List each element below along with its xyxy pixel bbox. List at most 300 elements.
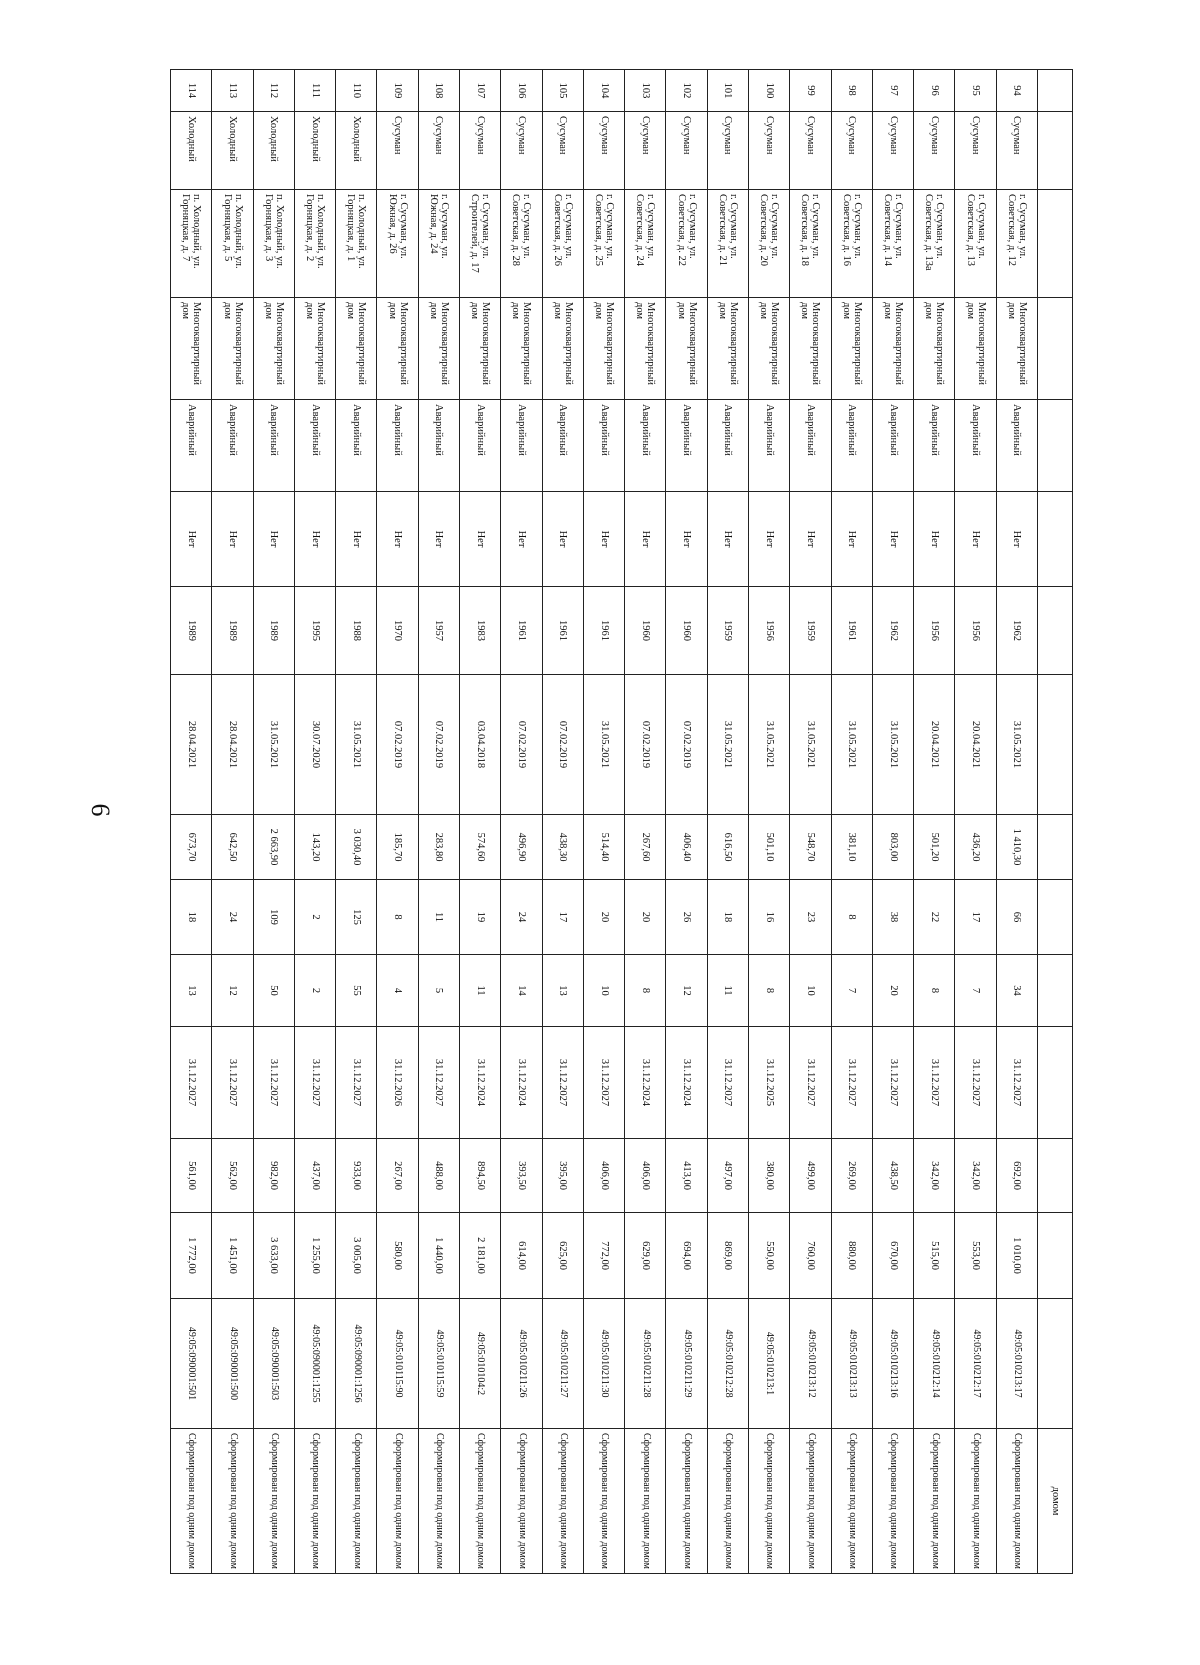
building-type-cell: Многоквартирный дом <box>831 298 872 400</box>
deadline-cell: 31.12.2025 <box>749 1027 790 1139</box>
area2-cell: 413,00 <box>666 1139 707 1213</box>
condition-cell: Аварийный <box>790 400 831 492</box>
header-cell <box>1038 1027 1073 1139</box>
cadastral-number-cell: 49:05:090001:500 <box>212 1299 253 1429</box>
apartments-cell: 8 <box>625 955 666 1027</box>
building-type-cell: Многоквартирный дом <box>336 298 377 400</box>
cadastral-number-cell: 49:05:090001:503 <box>253 1299 294 1429</box>
residents-cell: 24 <box>212 880 253 955</box>
condition-cell: Аварийный <box>460 400 501 492</box>
building-type-cell: Многоквартирный дом <box>790 298 831 400</box>
header-cell <box>1038 298 1073 400</box>
area-cell: 185,70 <box>377 815 418 880</box>
header-cell <box>1038 880 1073 955</box>
apartments-cell: 34 <box>996 955 1037 1027</box>
formation-cell: Сформирован под одним домом <box>418 1429 459 1574</box>
address-cell: г. Сусуман, ул. Советская, д. 13а <box>914 190 955 298</box>
area-cell: 803,00 <box>872 815 913 880</box>
table-row <box>460 70 501 1574</box>
building-type-cell: Многоквартирный дом <box>460 298 501 400</box>
area2-cell: 406,00 <box>625 1139 666 1213</box>
formation-cell: Сформирован под одним домом <box>294 1429 335 1574</box>
area2-cell: 438,50 <box>872 1139 913 1213</box>
year-cell: 1989 <box>171 587 212 675</box>
address-cell: п. Холодный, ул. Горняцкая, д. 1 <box>336 190 377 298</box>
area2-cell: 395,00 <box>542 1139 583 1213</box>
deadline-cell: 31.12.2027 <box>253 1027 294 1139</box>
area-cell: 616,50 <box>707 815 748 880</box>
cadastral-number-cell: 49:05:090001:1255 <box>294 1299 335 1429</box>
condition-cell: Аварийный <box>501 400 542 492</box>
locality-cell: Сусуман <box>749 112 790 190</box>
flag-cell: Нет <box>212 492 253 587</box>
condition-cell: Аварийный <box>253 400 294 492</box>
table-row <box>583 70 624 1574</box>
area-cell: 496,90 <box>501 815 542 880</box>
cadastral-number-cell: 49:05:010213:1 <box>749 1299 790 1429</box>
condition-cell: Аварийный <box>914 400 955 492</box>
table-row <box>955 70 996 1574</box>
cadastral-number-cell: 49:05:010213:13 <box>831 1299 872 1429</box>
date-cell: 30.07.2020 <box>294 675 335 815</box>
cadastral-number-cell: 49:05:010211:29 <box>666 1299 707 1429</box>
locality-cell: Сусуман <box>831 112 872 190</box>
table-row <box>831 70 872 1574</box>
building-type-cell: Многоквартирный дом <box>542 298 583 400</box>
area-cell: 381,10 <box>831 815 872 880</box>
condition-cell: Аварийный <box>749 400 790 492</box>
row-number-cell: 106 <box>501 70 542 112</box>
condition-cell: Аварийный <box>872 400 913 492</box>
land-area-cell: 1 451,00 <box>212 1213 253 1299</box>
deadline-cell: 31.12.2027 <box>542 1027 583 1139</box>
row-number-cell: 111 <box>294 70 335 112</box>
building-type-cell: Многоквартирный дом <box>666 298 707 400</box>
formation-cell: Сформирован под одним домом <box>542 1429 583 1574</box>
apartments-cell: 55 <box>336 955 377 1027</box>
year-cell: 1960 <box>666 587 707 675</box>
land-area-cell: 515,00 <box>914 1213 955 1299</box>
year-cell: 1956 <box>914 587 955 675</box>
address-cell: г. Сусуман, ул. Советская, д. 24 <box>625 190 666 298</box>
flag-cell: Нет <box>831 492 872 587</box>
land-area-cell: 3 005,00 <box>336 1213 377 1299</box>
table-row <box>212 70 253 1574</box>
residents-cell: 19 <box>460 880 501 955</box>
building-type-cell: Многоквартирный дом <box>171 298 212 400</box>
table-row <box>542 70 583 1574</box>
rotated-table-container <box>170 69 1073 1573</box>
land-area-cell: 625,00 <box>542 1213 583 1299</box>
flag-cell: Нет <box>583 492 624 587</box>
date-cell: 31.05.2021 <box>707 675 748 815</box>
table-row <box>914 70 955 1574</box>
address-cell: г. Сусуман, ул. Южная, д. 26 <box>377 190 418 298</box>
formation-cell: Сформирован под одним домом <box>914 1429 955 1574</box>
date-cell: 03.04.2018 <box>460 675 501 815</box>
address-cell: г. Сусуман, ул. Советская, д. 22 <box>666 190 707 298</box>
area2-cell: 267,00 <box>377 1139 418 1213</box>
area2-cell: 497,00 <box>707 1139 748 1213</box>
area-cell: 501,20 <box>914 815 955 880</box>
residents-cell: 26 <box>666 880 707 955</box>
table-row <box>294 70 335 1574</box>
header-cell <box>1038 955 1073 1027</box>
row-number-cell: 114 <box>171 70 212 112</box>
residents-cell: 17 <box>542 880 583 955</box>
building-type-cell: Многоквартирный дом <box>418 298 459 400</box>
table-row <box>336 70 377 1574</box>
address-cell: г. Сусуман, ул. Советская, д. 28 <box>501 190 542 298</box>
date-cell: 31.05.2021 <box>872 675 913 815</box>
area2-cell: 342,00 <box>914 1139 955 1213</box>
row-number-cell: 101 <box>707 70 748 112</box>
year-cell: 1960 <box>625 587 666 675</box>
row-number-cell: 112 <box>253 70 294 112</box>
locality-cell: Сусуман <box>501 112 542 190</box>
area-cell: 501,10 <box>749 815 790 880</box>
year-cell: 1956 <box>955 587 996 675</box>
condition-cell: Аварийный <box>583 400 624 492</box>
year-cell: 1959 <box>707 587 748 675</box>
cadastral-number-cell: 49:05:010211:27 <box>542 1299 583 1429</box>
cadastral-number-cell: 49:05:010104:2 <box>460 1299 501 1429</box>
table-header-row <box>1038 70 1073 1574</box>
flag-cell: Нет <box>625 492 666 587</box>
table-row <box>996 70 1037 1574</box>
address-cell: г. Сусуман, ул. Строителей, д. 17 <box>460 190 501 298</box>
deadline-cell: 31.12.2027 <box>831 1027 872 1139</box>
building-type-cell: Многоквартирный дом <box>625 298 666 400</box>
apartments-cell: 12 <box>212 955 253 1027</box>
building-type-cell: Многоквартирный дом <box>583 298 624 400</box>
formation-cell: Сформирован под одним домом <box>377 1429 418 1574</box>
land-area-cell: 580,00 <box>377 1213 418 1299</box>
date-cell: 31.05.2021 <box>253 675 294 815</box>
flag-cell: Нет <box>707 492 748 587</box>
row-number-cell: 110 <box>336 70 377 112</box>
flag-cell: Нет <box>418 492 459 587</box>
residents-cell: 125 <box>336 880 377 955</box>
residents-cell: 2 <box>294 880 335 955</box>
flag-cell: Нет <box>336 492 377 587</box>
residents-cell: 16 <box>749 880 790 955</box>
year-cell: 1989 <box>253 587 294 675</box>
table-row <box>501 70 542 1574</box>
condition-cell: Аварийный <box>831 400 872 492</box>
address-cell: г. Сусуман, ул. Советская, д. 20 <box>749 190 790 298</box>
deadline-cell: 31.12.2024 <box>501 1027 542 1139</box>
residents-cell: 109 <box>253 880 294 955</box>
condition-cell: Аварийный <box>212 400 253 492</box>
date-cell: 31.05.2021 <box>583 675 624 815</box>
row-number-cell: 102 <box>666 70 707 112</box>
date-cell: 31.05.2021 <box>749 675 790 815</box>
deadline-cell: 31.12.2027 <box>583 1027 624 1139</box>
condition-cell: Аварийный <box>336 400 377 492</box>
deadline-cell: 31.12.2027 <box>996 1027 1037 1139</box>
locality-cell: Холодный <box>171 112 212 190</box>
locality-cell: Сусуман <box>666 112 707 190</box>
year-cell: 1962 <box>872 587 913 675</box>
land-area-cell: 760,00 <box>790 1213 831 1299</box>
address-cell: г. Сусуман, ул. Советская, д. 18 <box>790 190 831 298</box>
land-area-cell: 3 633,00 <box>253 1213 294 1299</box>
flag-cell: Нет <box>749 492 790 587</box>
cadastral-number-cell: 49:05:010213:12 <box>790 1299 831 1429</box>
area2-cell: 380,00 <box>749 1139 790 1213</box>
apartments-cell: 12 <box>666 955 707 1027</box>
address-cell: г. Сусуман, ул. Южная, д. 24 <box>418 190 459 298</box>
residents-cell: 8 <box>377 880 418 955</box>
area2-cell: 692,00 <box>996 1139 1037 1213</box>
condition-cell: Аварийный <box>294 400 335 492</box>
formation-cell: Сформирован под одним домом <box>872 1429 913 1574</box>
date-cell: 31.05.2021 <box>336 675 377 815</box>
land-area-cell: 772,00 <box>583 1213 624 1299</box>
land-area-cell: 1 772,00 <box>171 1213 212 1299</box>
date-cell: 31.05.2021 <box>790 675 831 815</box>
deadline-cell: 31.12.2027 <box>872 1027 913 1139</box>
residents-cell: 22 <box>914 880 955 955</box>
area-cell: 642,50 <box>212 815 253 880</box>
date-cell: 28.04.2021 <box>212 675 253 815</box>
apartments-cell: 10 <box>790 955 831 1027</box>
condition-cell: Аварийный <box>666 400 707 492</box>
table-row <box>171 70 212 1574</box>
apartments-cell: 8 <box>914 955 955 1027</box>
row-number-cell: 99 <box>790 70 831 112</box>
formation-cell: Сформирован под одним домом <box>460 1429 501 1574</box>
row-number-cell: 95 <box>955 70 996 112</box>
locality-cell: Холодный <box>294 112 335 190</box>
year-cell: 1961 <box>583 587 624 675</box>
year-cell: 1995 <box>294 587 335 675</box>
area2-cell: 894,50 <box>460 1139 501 1213</box>
building-type-cell: Многоквартирный дом <box>253 298 294 400</box>
date-cell: 31.05.2021 <box>996 675 1037 815</box>
residents-cell: 18 <box>171 880 212 955</box>
header-cell <box>1038 112 1073 190</box>
table-row <box>749 70 790 1574</box>
area-cell: 267,60 <box>625 815 666 880</box>
deadline-cell: 31.12.2024 <box>625 1027 666 1139</box>
year-cell: 1957 <box>418 587 459 675</box>
year-cell: 1961 <box>501 587 542 675</box>
formation-cell: Сформирован под одним домом <box>625 1429 666 1574</box>
flag-cell: Нет <box>253 492 294 587</box>
table-row <box>418 70 459 1574</box>
area2-cell: 561,00 <box>171 1139 212 1213</box>
cadastral-number-cell: 49:05:010213:17 <box>996 1299 1037 1429</box>
area2-cell: 562,00 <box>212 1139 253 1213</box>
apartments-cell: 11 <box>460 955 501 1027</box>
locality-cell: Сусуман <box>790 112 831 190</box>
address-cell: п. Холодный, ул. Горняцкая, д. 5 <box>212 190 253 298</box>
cadastral-number-cell: 49:05:010115:59 <box>418 1299 459 1429</box>
residents-cell: 11 <box>418 880 459 955</box>
condition-cell: Аварийный <box>625 400 666 492</box>
header-cell <box>1038 815 1073 880</box>
area2-cell: 933,00 <box>336 1139 377 1213</box>
flag-cell: Нет <box>872 492 913 587</box>
address-cell: п. Холодный, ул. Горняцкая, д. 2 <box>294 190 335 298</box>
locality-cell: Сусуман <box>996 112 1037 190</box>
date-cell: 20.04.2021 <box>955 675 996 815</box>
locality-cell: Сусуман <box>377 112 418 190</box>
deadline-cell: 31.12.2027 <box>955 1027 996 1139</box>
date-cell: 07.02.2019 <box>666 675 707 815</box>
deadline-cell: 31.12.2027 <box>707 1027 748 1139</box>
date-cell: 31.05.2021 <box>831 675 872 815</box>
area2-cell: 437,00 <box>294 1139 335 1213</box>
table-row <box>666 70 707 1574</box>
row-number-cell: 103 <box>625 70 666 112</box>
header-cell <box>1038 70 1073 112</box>
formation-cell: Сформирован под одним домом <box>336 1429 377 1574</box>
flag-cell: Нет <box>460 492 501 587</box>
row-number-cell: 113 <box>212 70 253 112</box>
residents-cell: 66 <box>996 880 1037 955</box>
date-cell: 28.04.2021 <box>171 675 212 815</box>
land-area-cell: 694,00 <box>666 1213 707 1299</box>
building-type-cell: Многоквартирный дом <box>501 298 542 400</box>
land-area-cell: 1 440,00 <box>418 1213 459 1299</box>
table-row <box>872 70 913 1574</box>
cadastral-number-cell: 49:05:010212:14 <box>914 1299 955 1429</box>
building-type-cell: Многоквартирный дом <box>914 298 955 400</box>
locality-cell: Холодный <box>336 112 377 190</box>
apartments-cell: 13 <box>171 955 212 1027</box>
table-row <box>707 70 748 1574</box>
cadastral-number-cell: 49:05:010212:17 <box>955 1299 996 1429</box>
area-cell: 3 030,40 <box>336 815 377 880</box>
address-cell: г. Сусуман, ул. Советская, д. 12 <box>996 190 1037 298</box>
date-cell: 07.02.2019 <box>501 675 542 815</box>
year-cell: 1961 <box>831 587 872 675</box>
apartments-cell: 50 <box>253 955 294 1027</box>
apartments-cell: 13 <box>542 955 583 1027</box>
building-type-cell: Многоквартирный дом <box>377 298 418 400</box>
locality-cell: Холодный <box>212 112 253 190</box>
formation-cell: Сформирован под одним домом <box>749 1429 790 1574</box>
residents-cell: 18 <box>707 880 748 955</box>
condition-cell: Аварийный <box>955 400 996 492</box>
table-row <box>790 70 831 1574</box>
year-cell: 1962 <box>996 587 1037 675</box>
land-area-cell: 869,00 <box>707 1213 748 1299</box>
year-cell: 1989 <box>212 587 253 675</box>
locality-cell: Холодный <box>253 112 294 190</box>
locality-cell: Сусуман <box>542 112 583 190</box>
area-cell: 438,30 <box>542 815 583 880</box>
table-row <box>625 70 666 1574</box>
locality-cell: Сусуман <box>418 112 459 190</box>
deadline-cell: 31.12.2026 <box>377 1027 418 1139</box>
page-number: 6 <box>86 803 115 817</box>
flag-cell: Нет <box>501 492 542 587</box>
formation-cell: Сформирован под одним домом <box>501 1429 542 1574</box>
area-cell: 673,70 <box>171 815 212 880</box>
row-number-cell: 108 <box>418 70 459 112</box>
header-cell <box>1038 675 1073 815</box>
area-cell: 2 663,90 <box>253 815 294 880</box>
flag-cell: Нет <box>790 492 831 587</box>
address-cell: г. Сусуман, ул. Советская, д. 13 <box>955 190 996 298</box>
apartments-cell: 10 <box>583 955 624 1027</box>
condition-cell: Аварийный <box>707 400 748 492</box>
date-cell: 07.02.2019 <box>377 675 418 815</box>
area-cell: 406,40 <box>666 815 707 880</box>
land-area-cell: 614,00 <box>501 1213 542 1299</box>
area-cell: 548,70 <box>790 815 831 880</box>
address-cell: г. Сусуман, ул. Советская, д. 26 <box>542 190 583 298</box>
area2-cell: 488,00 <box>418 1139 459 1213</box>
deadline-cell: 31.12.2027 <box>336 1027 377 1139</box>
area2-cell: 393,50 <box>501 1139 542 1213</box>
flag-cell: Нет <box>914 492 955 587</box>
formation-cell: Сформирован под одним домом <box>666 1429 707 1574</box>
flag-cell: Нет <box>955 492 996 587</box>
header-formation: домом <box>1038 1429 1073 1574</box>
residents-cell: 23 <box>790 880 831 955</box>
building-type-cell: Многоквартирный дом <box>872 298 913 400</box>
apartments-cell: 4 <box>377 955 418 1027</box>
year-cell: 1961 <box>542 587 583 675</box>
header-cell <box>1038 1213 1073 1299</box>
header-cell <box>1038 587 1073 675</box>
cadastral-number-cell: 49:05:010213:16 <box>872 1299 913 1429</box>
deadline-cell: 31.12.2027 <box>294 1027 335 1139</box>
land-area-cell: 670,00 <box>872 1213 913 1299</box>
header-cell <box>1038 190 1073 298</box>
building-type-cell: Многоквартирный дом <box>996 298 1037 400</box>
deadline-cell: 31.12.2024 <box>666 1027 707 1139</box>
deadline-cell: 31.12.2027 <box>418 1027 459 1139</box>
flag-cell: Нет <box>171 492 212 587</box>
cadastral-number-cell: 49:05:090001:501 <box>171 1299 212 1429</box>
flag-cell: Нет <box>542 492 583 587</box>
row-number-cell: 98 <box>831 70 872 112</box>
flag-cell: Нет <box>996 492 1037 587</box>
address-cell: г. Сусуман, ул. Советская, д. 14 <box>872 190 913 298</box>
cadastral-number-cell: 49:05:010115:90 <box>377 1299 418 1429</box>
residents-cell: 38 <box>872 880 913 955</box>
area-cell: 574,60 <box>460 815 501 880</box>
header-cell <box>1038 492 1073 587</box>
cadastral-number-cell: 49:05:010212:28 <box>707 1299 748 1429</box>
date-cell: 07.02.2019 <box>542 675 583 815</box>
locality-cell: Сусуман <box>955 112 996 190</box>
land-area-cell: 1 255,00 <box>294 1213 335 1299</box>
flag-cell: Нет <box>666 492 707 587</box>
deadline-cell: 31.12.2027 <box>212 1027 253 1139</box>
address-cell: г. Сусуман, ул. Советская, д. 21 <box>707 190 748 298</box>
apartments-cell: 11 <box>707 955 748 1027</box>
condition-cell: Аварийный <box>996 400 1037 492</box>
row-number-cell: 104 <box>583 70 624 112</box>
condition-cell: Аварийный <box>418 400 459 492</box>
apartments-cell: 7 <box>831 955 872 1027</box>
land-area-cell: 880,00 <box>831 1213 872 1299</box>
residents-cell: 20 <box>625 880 666 955</box>
condition-cell: Аварийный <box>542 400 583 492</box>
apartments-cell: 20 <box>872 955 913 1027</box>
land-area-cell: 1 010,00 <box>996 1213 1037 1299</box>
apartments-cell: 2 <box>294 955 335 1027</box>
formation-cell: Сформирован под одним домом <box>831 1429 872 1574</box>
building-type-cell: Многоквартирный дом <box>707 298 748 400</box>
